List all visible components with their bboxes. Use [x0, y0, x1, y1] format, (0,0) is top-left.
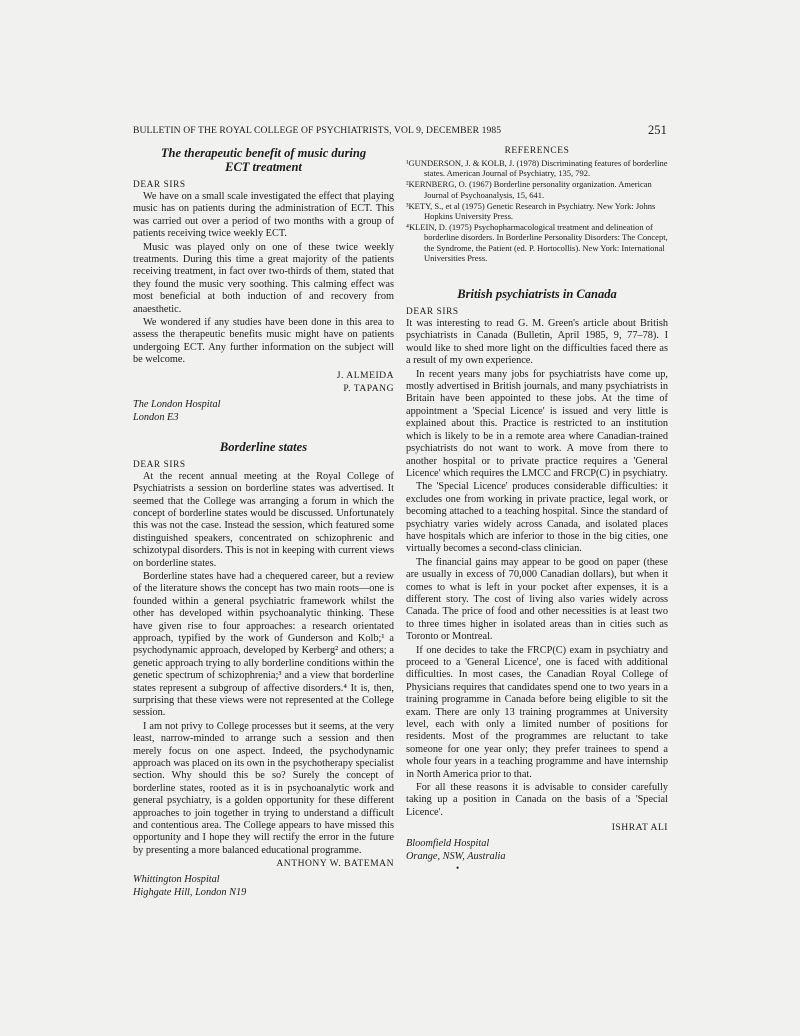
letter-borderline-states: [133, 440, 394, 900]
paragraph: We wondered if any studies have been done in this area to assess the therapeutic benefits music might have on patients undergoing ECT. Any further information on the subject will be welcome.: [133, 317, 394, 366]
paragraph: Borderline states have had a chequered career, but a review of the literature shows the concept has two main roots—one is founded within a general psychiatric framework whilst the other has developed within psychoanalytic thinking. These have given rise to four approaches: a research orientated approach, typified by the work of Gunderson and Kolb;¹ a psychodynamic approach, developed by Kerberg² and others; a genetic approach trying to ally borderline conditions within the genetic spectrum of schizophrenia;³ and a view that borderline states represent a subgroup of affective disorders.⁴ It is, then, surprising that these views were not represented at the College session.: [133, 570, 394, 719]
letter-title: Borderline states: [219, 439, 308, 454]
salutation: DEAR SIRS: [406, 307, 459, 318]
paragraph: For all these reasons it is advisable to consider carefully taking up a position in Canada on the basis of a 'Special Licence'.: [406, 782, 668, 818]
address-line: Orange, NSW, Australia: [406, 851, 506, 863]
letter-british-psychiatrists-canada: [406, 287, 668, 873]
address-line: London E3: [133, 411, 179, 423]
references: [406, 146, 668, 263]
address-line: The London Hospital: [133, 398, 221, 410]
paragraph: In recent years many jobs for psychiatrists have come up, mostly advertised in British journals, and many psychiatrists in Britain have been appointed to these jobs. At the time of appointment a 'Special Licence' is issued and very little is explained about this. Practice is restricted to an institution which is likely to be in a remote area where Canadian-trained psychiatrists do not want to work. A move from there to another hospital or to private practice requires a 'General Licence' which requires the LMCC and FRCP(C) in psychiatry.: [406, 368, 668, 479]
salutation: DEAR SIRS: [133, 180, 186, 190]
reference-item: ⁴KLEIN, D. (1975) Psychopharmacological treatment and delineation of borderline disorders. In Borderline Personality Disorders: The Concept, the Syndrome, the Patient (ed. P. Hortocollis). New York: International Universities Press.: [406, 222, 668, 263]
paragraph: The 'Special Licence' produces considerable difficulties: it excludes one from working in private practice, legal work, or becoming attached to a teaching hospital. Since the standard of psychiatry varies widely across Canada, and isolated places have hospitals which are inferior to those in the big cities, one virtually becomes a second-class clinician.: [406, 481, 668, 555]
salutation: DEAR SIRS: [133, 459, 186, 470]
paragraph: At the recent annual meeting at the Royal College of Psychiatrists a session on borderline states was advertised. It seemed that the College was arranging a forum in which the concept of borderline states would be discussed. Unfortunately this was not the case. Instead the session, which featured some distinguished speakers, concentrated on schizophrenic and schizotypal disorders. This is not in keeping with current views on borderline states.: [133, 470, 394, 569]
paragraph: We have on a small scale investigated the effect that playing music has on patients during the administration of ECT. This was carried out over a period of two months with a group of patients receiving twice weekly ECT.: [133, 191, 394, 240]
signature: J. ALMEIDA: [336, 369, 394, 381]
signature: ANTHONY W. BATEMAN: [276, 858, 394, 870]
paragraph: The financial gains may appear to be good on paper (these are usually in excess of 70,000 Canadian dollars), but when it comes to what is left in your pocket after expenses, it is a different story. The cost of living also varies widely across Canada. The price of food and other necessities is at least two to three times higher in isolated areas than in cities such as Toronto or Montreal.: [406, 556, 668, 643]
reference-item: ³KETY, S., et al (1975) Genetic Research in Psychiatry. New York: Johns Hopkins University Press.: [406, 200, 656, 222]
reference-item: ²KERNBERG, O. (1967) Borderline personality organization. American Journal of Psychoanalysis, 15, 641.: [406, 179, 652, 200]
address-line: Highgate Hill, London N19: [133, 887, 247, 899]
page-number: 251: [647, 123, 667, 137]
left-column: [133, 146, 394, 899]
letter-title: British psychiatrists in Canada: [457, 287, 617, 302]
end-mark: •: [456, 863, 460, 874]
page-header: [133, 125, 667, 139]
paragraph: It was interesting to read G. M. Green's article about British psychiatrists in Canada (Bulletin, April 1985, 9, 77–78). I would like to shed more light on the difficulties faced there as a result of my own experience.: [406, 318, 668, 367]
paragraph: If one decides to take the FRCP(C) exam in psychiatry and proceed to a 'General Licence', one is faced with additional difficulties. In most cases, the Canadian Royal College of Physicians requires that candidates spend one to two years in a training programme in Canada before being eligible to sit the exam. There are only 13 training programmes at University level, each with only a limited number of positions for residents. Most of the programmes are reluctant to take someone for one year only; they prefer trainees to spend a whole four years in a teaching programme and have internship in North America prior to that.: [406, 644, 668, 780]
signature: ISHRAT ALI: [611, 822, 668, 834]
paragraph: Music was played only on one of these twice weekly treatments. During this time a great majority of the patients receiving treatment, in fact over two-thirds of them, stated that they found the music very soothing. This calming effect was most beneficial at both induction of and recovery from anaesthetic.: [133, 241, 394, 315]
letter-title: The therapeutic benefit of music during ECT treatment: [160, 146, 367, 174]
reference-item: ¹GUNDERSON, J. & KOLB, J. (1978) Discriminating features of borderline states. American Journal of Psychiatry, 135, 792.: [406, 158, 668, 179]
letter-music-ect: [133, 146, 394, 424]
references-heading: REFERENCES: [504, 146, 570, 156]
right-column: [406, 146, 668, 873]
running-head: BULLETIN OF THE ROYAL COLLEGE OF PSYCHIATRISTS, VOL 9, DECEMBER 1985: [133, 125, 502, 136]
address-line: Whittington Hospital: [133, 874, 220, 886]
address-line: Bloomfield Hospital: [406, 838, 490, 850]
paragraph: I am not privy to College processes but it seems, at the very least, narrow-minded to arrange such a session and then merely focus on one aspect. Indeed, the psychodynamic approach was placed on its own in the psychotherapy specialist section. Why should this be so? Surely the concept of borderline states, rooted as it is in psychoanalytic work and general psychiatry, is a golden opportunity for these different approaches to join together in trying to understand a difficult and contentious area. The College appears to have missed this opportunity and I hope they will rectify the error in the future by presenting a more balanced educational programme.: [133, 720, 394, 856]
signature: P. TAPANG: [343, 382, 394, 394]
